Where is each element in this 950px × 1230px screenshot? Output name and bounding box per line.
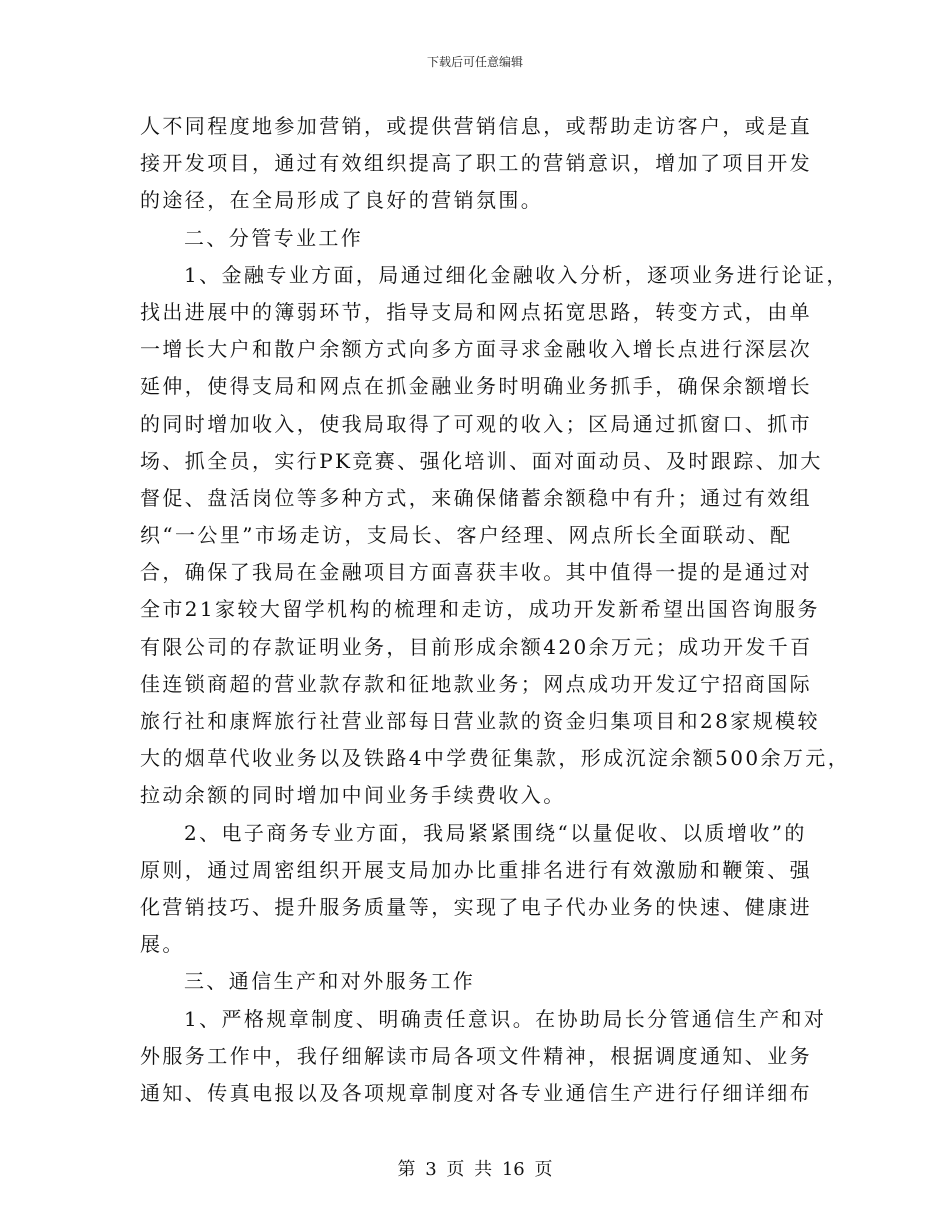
text-line: 人不同程度地参加营销，或提供营销信息，或帮助走访客户，或是直 bbox=[140, 114, 812, 138]
text-line: 外服务工作中，我仔细解读市局各项文件精神，根据调度通知、业务 bbox=[140, 1043, 812, 1068]
document-body bbox=[140, 108, 851, 1112]
text-line: 督促、盘活岗位等多种方式，来确保储蓄余额稳中有升；通过有效组 bbox=[140, 485, 812, 510]
text-line: 三、通信生产和对外服务工作 bbox=[184, 969, 476, 994]
text-line: 接开发项目，通过有效组织提高了职工的营销意识，增加了项目开发 bbox=[140, 151, 812, 176]
text-line: 2、电子商务专业方面，我局紧紧围绕“以量促收、以质增收”的 bbox=[184, 820, 807, 845]
text-line: 通知、传真电报以及各项规章制度对各专业通信生产进行仔细详细布 bbox=[140, 1080, 812, 1105]
text-line: 1、严格规章制度、明确责任意识。在协助局长分管通信生产和对 bbox=[184, 1006, 827, 1031]
text-line: 一增长大户和散户余额方式向多方面寻求金融收入增长点进行深层次 bbox=[140, 337, 812, 362]
text-line: 化营销技巧、提升服务质量等，实现了电子代办业务的快速、健康进 bbox=[140, 894, 812, 919]
text-line: 织“一公里”市场走访，支局长、客户经理、网点所长全面联动、配 bbox=[140, 523, 793, 548]
text-line: 场、抓全员，实行PK竞赛、强化培训、面对面动员、及时跟踪、加大 bbox=[140, 448, 823, 473]
text-line: 全市21家较大留学机构的梳理和走访，成功开发新希望出国咨询服务 bbox=[140, 597, 820, 622]
page-header: 下载后可任意编辑 bbox=[426, 55, 523, 69]
text-line: 原则，通过周密组织开展支局加办比重排名进行有效激励和鞭策、强 bbox=[140, 857, 812, 882]
text-line: 合，确保了我局在金融项目方面喜获丰收。其中值得一提的是通过对 bbox=[140, 560, 812, 585]
text-line: 的同时增加收入，使我局取得了可观的收入；区局通过抓窗口、抓市 bbox=[140, 411, 812, 436]
text-line: 的途径，在全局形成了良好的营销氛围。 bbox=[140, 188, 544, 213]
text-line: 大的烟草代收业务以及铁路4中学费征集款，形成沉淀余额500余万元， bbox=[140, 746, 851, 771]
text-line: 有限公司的存款证明业务，目前形成余额420余万元；成功开发千百 bbox=[140, 634, 813, 659]
text-line: 1、金融专业方面，局通过细化金融收入分析，逐项业务进行论证， bbox=[184, 262, 849, 287]
text-line: 旅行社和康辉旅行社营业部每日营业款的资金归集项目和28家规模较 bbox=[140, 709, 820, 733]
text-line: 找出进展中的簿弱环节，指导支局和网点拓宽思路，转变方式，由单 bbox=[140, 299, 812, 324]
text-line: 二、分管专业工作 bbox=[184, 225, 364, 250]
text-line: 佳连锁商超的营业款存款和征地款业务；网点成功开发辽宁招商国际 bbox=[140, 671, 812, 696]
text-line: 延伸，使得支局和网点在抓金融业务时明确业务抓手，确保余额增长 bbox=[140, 374, 812, 399]
text-line: 拉动余额的同时增加中间业务手续费收入。 bbox=[140, 783, 566, 808]
text-line: 展。 bbox=[140, 932, 185, 957]
page-footer: 第 3 页 共 16 页 bbox=[397, 1159, 553, 1180]
